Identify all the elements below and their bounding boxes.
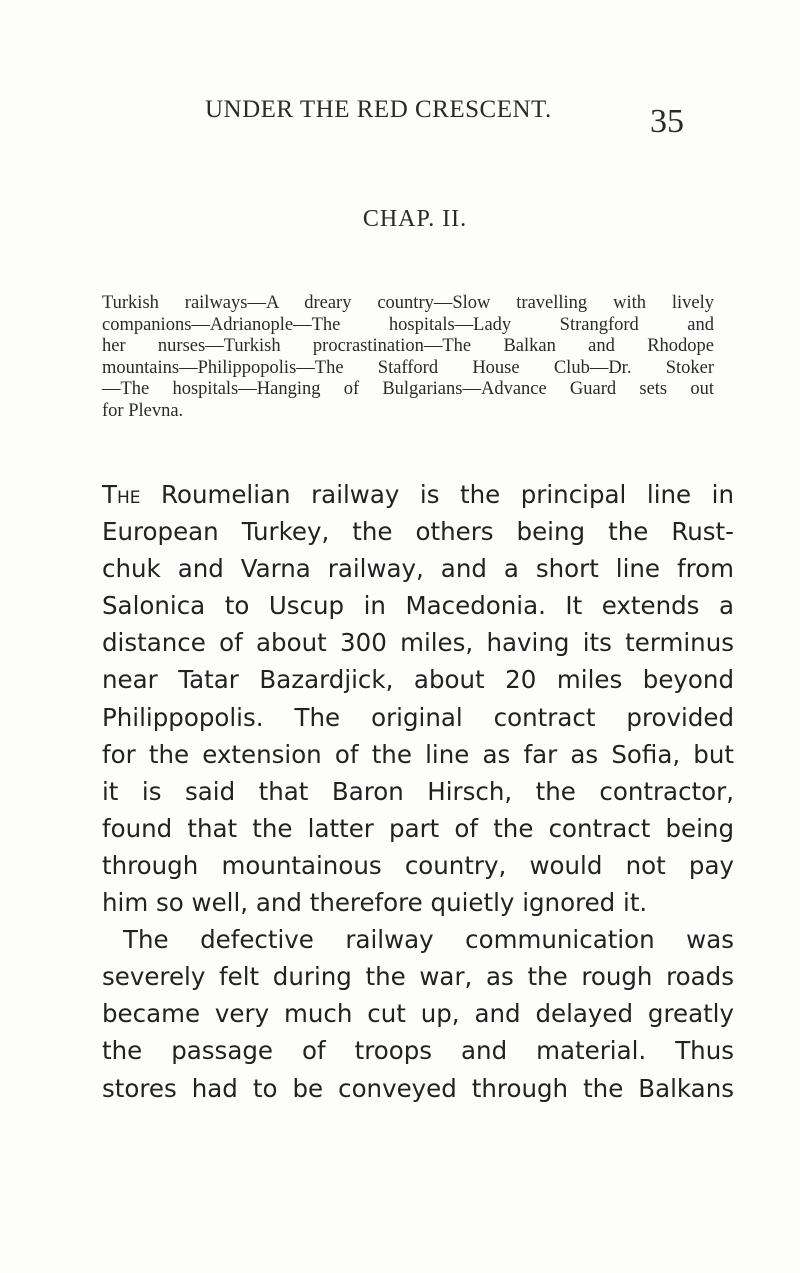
body-line: for the extension of the line as far as Sofia, but	[102, 739, 734, 769]
body-line: became very much cut up, and delayed greatly	[102, 999, 734, 1029]
body-line: found that the latter part of the contract being	[102, 813, 734, 843]
synopsis-line: Turkish railways—A dreary country—Slow travelling with lively	[102, 293, 714, 313]
running-head: UNDER THE RED CRESCENT.	[205, 96, 552, 123]
page-number: 35	[650, 103, 684, 140]
body-line: severely felt during the war, as the rough roads	[102, 962, 734, 992]
body-line: chuk and Varna railway, and a short line from	[102, 554, 734, 584]
synopsis-line: her nurses—Turkish procrastination—The Balkan and Rhodope	[102, 336, 714, 356]
body-line: it is said that Baron Hirsch, the contractor,	[102, 776, 734, 806]
body-line: stores had to be conveyed through the Balkans	[102, 1073, 734, 1103]
body-line: Salonica to Uscup in Macedonia. It extends a	[102, 591, 734, 621]
body-line: Philippopolis. The original contract provided	[102, 702, 734, 732]
body-line: Roumelian railway is the principal line in	[140, 480, 734, 509]
body-text	[102, 476, 734, 1107]
body-line: European Turkey, the others being the Rust-	[102, 517, 734, 547]
synopsis-line: —The hospitals—Hanging of Bulgarians—Advance Guard sets out	[102, 379, 714, 399]
body-line: through mountainous country, would not pay	[102, 850, 734, 880]
opening-word: The	[102, 480, 141, 509]
paragraph-opening-line	[102, 476, 734, 513]
synopsis-line: companions—Adrianople—The hospitals—Lady Strangford and	[102, 314, 714, 335]
body-line: distance of about 300 miles, having its terminus	[102, 628, 734, 658]
body-line: him so well, and therefore quietly ignored it.	[102, 888, 648, 918]
synopsis-line: mountains—Philippopolis—The Stafford House Club—Dr. Stoker	[102, 357, 714, 378]
body-line: The defective railway communication was	[123, 925, 734, 955]
body-line: the passage of troops and material. Thus	[102, 1036, 734, 1066]
chapter-title: CHAP. II.	[362, 206, 468, 232]
synopsis-line: for Plevna.	[102, 400, 184, 421]
body-line: near Tatar Bazardjick, about 20 miles beyond	[102, 665, 734, 695]
chapter-synopsis	[102, 293, 714, 422]
